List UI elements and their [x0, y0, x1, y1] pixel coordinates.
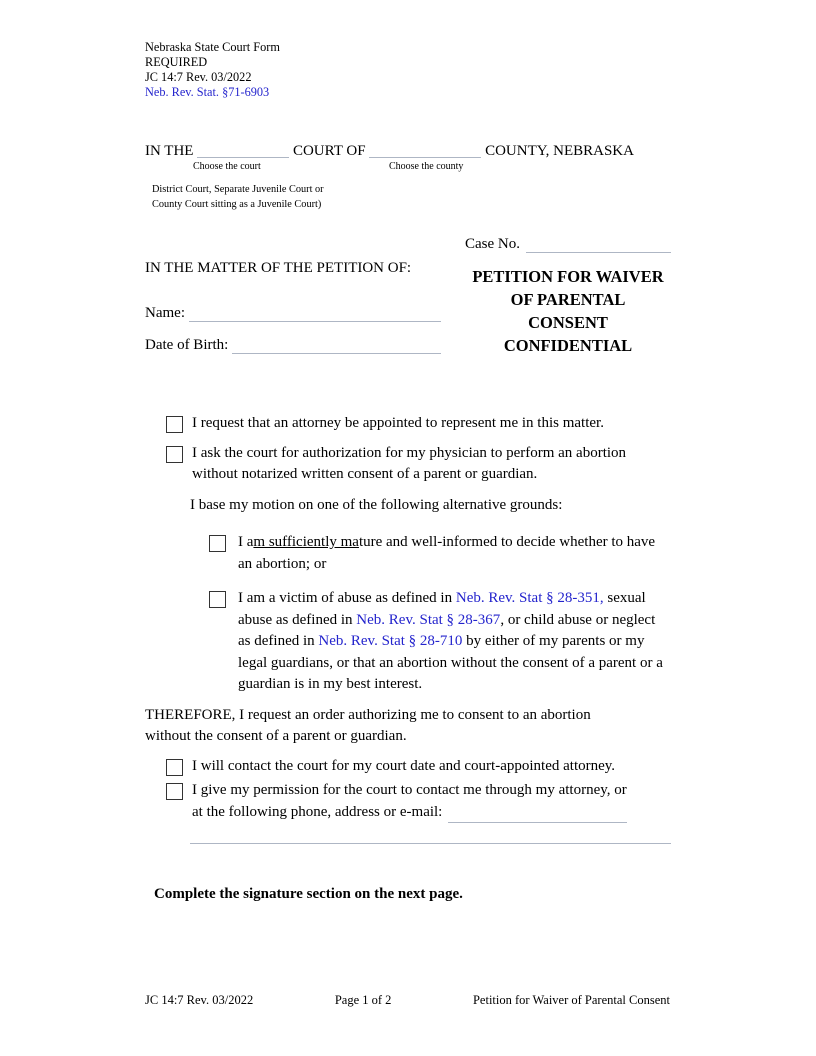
mature-ground-text [238, 532, 671, 575]
document-content [145, 40, 671, 905]
dob-label: Date of Birth: [145, 337, 229, 353]
case-number-field [465, 236, 671, 253]
footer-page-number: Page 1 of 2 [334, 993, 392, 1007]
county-nebraska-label: COUNTY, NEBRASKA [485, 143, 634, 159]
page-footer [145, 993, 670, 1008]
authorization-request-checkbox[interactable] [166, 446, 183, 463]
court-type-note-line: County Court sitting as a Juvenile Court) [152, 198, 322, 210]
permission-contact-label: at the following phone, address or e-mail: [192, 803, 443, 820]
contact-court-text: I will contact the court for my court date and court-appointed attorney. [192, 757, 616, 774]
mature-ground-underlined-segment: m sufficiently ma [253, 534, 359, 550]
permission-contact-line [192, 802, 627, 824]
abuse-ground-segment: sexual abuse as defined in [238, 590, 646, 628]
signature-note: Complete the signature section on the next page. [154, 886, 463, 902]
authorization-request-row [145, 443, 671, 486]
choose-county-hint: Choose the county [389, 161, 464, 172]
authorization-line: without notarized written consent of a parent or guardian. [192, 466, 538, 482]
abuse-ground-row [145, 588, 671, 696]
permission-row [145, 780, 671, 823]
permission-text [192, 780, 627, 823]
dob-field [145, 337, 441, 354]
footer-form-number: JC 14:7 Rev. 03/2022 [145, 993, 254, 1007]
grounds-intro: I base my motion on one of the following alternative grounds: [190, 496, 563, 513]
court-name-blank[interactable] [197, 142, 289, 158]
name-label: Name: [145, 305, 185, 321]
therefore-line: THEREFORE, I request an order authorizing me to consent to an abortion [145, 706, 591, 723]
form-info-line: REQUIRED [145, 55, 208, 69]
mature-ground-checkbox[interactable] [209, 535, 226, 552]
mature-ground-row [145, 532, 671, 575]
county-name-blank[interactable] [369, 142, 481, 158]
in-the-label: IN THE [145, 143, 194, 159]
document-title-line: PETITION FOR WAIVER [472, 267, 664, 286]
footer-doc-title: Petition for Waiver of Parental Consent [472, 993, 670, 1007]
abuse-ground-segment: by either of my parents or my legal guardians, or that an abortion without the consent of a parent or a guardian is in my best interest. [238, 633, 663, 692]
contact-info-blank-2[interactable] [190, 827, 671, 844]
document-title-line: OF PARENTAL [510, 290, 626, 309]
case-no-blank[interactable] [526, 237, 671, 253]
court-caption-line [145, 142, 671, 172]
court-of-label: COURT OF [292, 143, 366, 159]
authorization-line: I ask the court for authorization for my physician to perform an abortion [192, 444, 627, 461]
document-title-line: CONFIDENTIAL [503, 336, 633, 355]
therefore-line: without the consent of a parent or guardian. [145, 728, 407, 744]
statute-link-71-6903[interactable]: Neb. Rev. Stat. §71-6903 [145, 85, 270, 99]
mature-ground-segment: I a [238, 534, 254, 550]
attorney-request-checkbox[interactable] [166, 416, 183, 433]
therefore-paragraph [145, 705, 671, 748]
permission-line: I give my permission for the court to contact me through my attorney, or [192, 782, 627, 798]
statute-link-28-367[interactable]: Neb. Rev. Stat § 28-367 [356, 611, 501, 628]
name-field [145, 305, 441, 322]
abuse-ground-checkbox[interactable] [209, 591, 226, 608]
attorney-request-row [145, 413, 671, 435]
attorney-request-text: I request that an attorney be appointed to represent me in this matter. [192, 415, 604, 431]
dob-blank[interactable] [232, 338, 441, 354]
mature-ground-segment: ture and well-informed to decide whether to have an abortion; or [238, 534, 656, 572]
contact-court-row [145, 756, 671, 778]
authorization-request-text [192, 443, 626, 486]
court-type-note [152, 183, 671, 212]
form-info-line: JC 14:7 Rev. 03/2022 [145, 70, 252, 84]
caption-section [145, 236, 671, 357]
form-info-line: Nebraska State Court Form [145, 40, 280, 54]
matter-label: IN THE MATTER OF THE PETITION OF: [145, 260, 412, 276]
contact-court-checkbox[interactable] [166, 759, 183, 776]
statute-link-28-351[interactable]: Neb. Rev. Stat § 28-351, [455, 590, 604, 606]
abuse-ground-segment: I am a victim of abuse as defined in [238, 590, 456, 606]
form-info-block [145, 40, 671, 100]
court-type-note-line: District Court, Separate Juvenile Court or [152, 184, 324, 195]
permission-checkbox[interactable] [166, 783, 183, 800]
choose-court-hint: Choose the court [193, 161, 261, 172]
caption-left-column [145, 236, 441, 357]
name-blank[interactable] [189, 306, 441, 322]
contact-info-blank[interactable] [448, 807, 626, 823]
statute-link-28-710[interactable]: Neb. Rev. Stat § 28-710 [318, 633, 463, 649]
abuse-ground-segment: , or child abuse or neglect as defined in [238, 611, 656, 649]
abuse-ground-text [238, 588, 671, 696]
document-title-line: CONSENT [528, 313, 608, 332]
caption-right-column [441, 236, 671, 357]
case-no-label: Case No. [465, 236, 520, 252]
document-title [465, 265, 671, 357]
